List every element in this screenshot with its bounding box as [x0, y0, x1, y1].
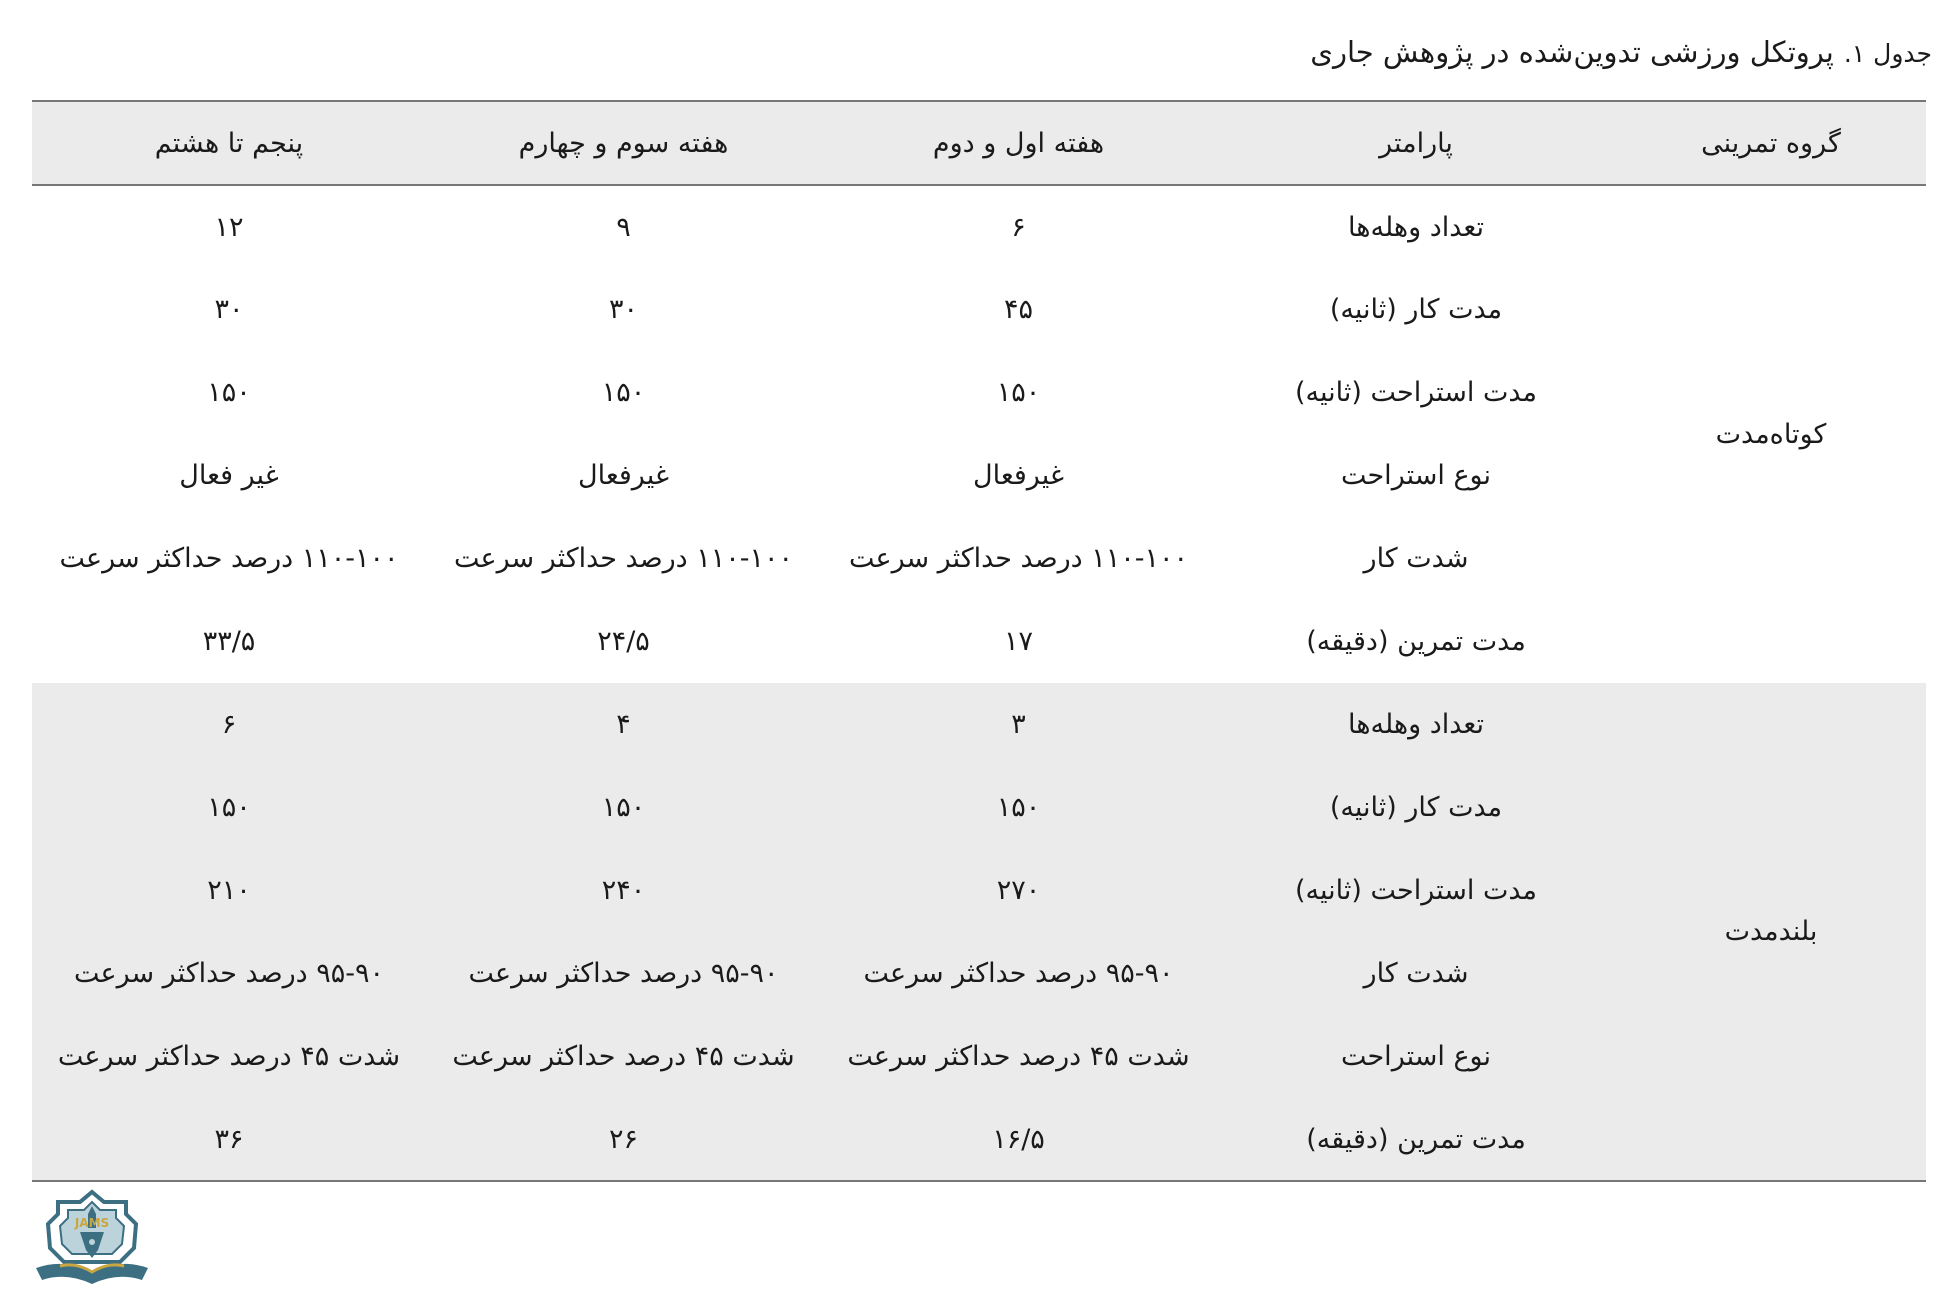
value-cell: شدت ۴۵ درصد حداکثر سرعت: [847, 1041, 1190, 1072]
logo-nib-hole: [89, 1239, 95, 1245]
header-group: گروه تمرینی: [1701, 127, 1841, 159]
value-cell: غیرفعال: [578, 460, 669, 491]
value-cell: ۲۴/۵: [597, 626, 650, 657]
param-cell: شدت کار: [1363, 543, 1469, 574]
logo-letters: JAMS: [74, 1216, 110, 1230]
value-cell: ۱۶/۵: [992, 1123, 1045, 1155]
value-cell: ۳۰: [608, 294, 638, 325]
long-term-section: [32, 683, 1926, 1181]
group-label-short-term: کوتاه‌مدت: [1715, 419, 1827, 450]
value-cell: شدت ۴۵ درصد حداکثر سرعت: [57, 1041, 401, 1072]
value-cell: ۲۷۰: [996, 875, 1041, 906]
value-cell: ۱۲: [214, 211, 244, 243]
logo-book: [36, 1264, 148, 1284]
value-cell: غیر فعال: [179, 460, 279, 491]
value-cell: ۱۵۰: [996, 792, 1041, 823]
param-cell: نوع استراحت: [1340, 1041, 1492, 1072]
value-cell: ۳۳/۵: [202, 626, 256, 657]
param-cell: مدت تمرین (دقیقه): [1306, 626, 1526, 657]
value-cell: شدت ۴۵ درصد حداکثر سرعت: [452, 1041, 795, 1072]
value-cell: ۱۵۰: [207, 377, 251, 408]
table-row: [32, 185, 1926, 268]
param-cell: شدت کار: [1363, 958, 1469, 989]
header-week-1-2: هفته اول و دوم: [932, 127, 1105, 159]
value-cell: غیرفعال: [973, 460, 1064, 491]
group-label-long-term: بلندمدت: [1724, 916, 1818, 947]
value-cell: ۱۷: [1003, 626, 1033, 657]
header-parameter: پارامتر: [1379, 127, 1453, 159]
table-row: [32, 683, 1926, 766]
value-cell: ۹۵-۹۰ درصد حداکثر سرعت: [468, 958, 779, 989]
value-cell: ۲۶: [608, 1123, 638, 1155]
value-cell: ۶: [1011, 211, 1026, 243]
protocol-table: [32, 100, 1926, 1182]
value-cell: ۳: [1011, 709, 1026, 740]
param-cell: مدت استراحت (ثانیه): [1294, 875, 1538, 906]
table-header: [32, 101, 1926, 185]
value-cell: ۹۵-۹۰ درصد حداکثر سرعت: [73, 958, 385, 989]
table-caption: [1310, 30, 1932, 76]
value-cell: ۱۱۰-۱۰۰ درصد حداکثر سرعت: [848, 543, 1189, 574]
value-cell: ۱۵۰: [996, 377, 1041, 408]
caption-label: جدول ۱.: [1843, 39, 1932, 68]
param-cell: مدت تمرین (دقیقه): [1306, 1123, 1526, 1155]
value-cell: ۱۵۰: [207, 792, 251, 823]
value-cell: ۶: [221, 709, 237, 740]
param-cell: نوع استراحت: [1340, 460, 1492, 491]
header-row: [32, 101, 1926, 185]
jams-logo-icon: [30, 1188, 154, 1288]
param-cell: مدت کار (ثانیه): [1329, 294, 1503, 325]
short-term-section: [32, 185, 1926, 683]
header-week-5-8: پنجم تا هشتم: [154, 127, 304, 159]
value-cell: ۹: [616, 211, 631, 243]
value-cell: ۱۱۰-۱۰۰ درصد حداکثر سرعت: [59, 543, 399, 574]
value-cell: ۱۵۰: [601, 792, 646, 823]
value-cell: ۴۵: [1003, 294, 1033, 325]
value-cell: ۱۱۰-۱۰۰ درصد حداکثر سرعت: [453, 543, 794, 574]
param-cell: مدت کار (ثانیه): [1329, 792, 1503, 823]
value-cell: ۴: [616, 709, 631, 740]
value-cell: ۳۰: [214, 294, 244, 325]
value-cell: ۲۱۰: [207, 875, 251, 906]
value-cell: ۹۵-۹۰ درصد حداکثر سرعت: [863, 958, 1174, 989]
value-cell: ۱۵۰: [601, 377, 646, 408]
header-week-3-4: هفته سوم و چهارم: [518, 127, 729, 159]
param-cell: مدت استراحت (ثانیه): [1294, 377, 1538, 408]
caption-title: پروتکل ورزشی تدوین‌شده در پژوهش جاری: [1310, 35, 1834, 69]
value-cell: ۲۴۰: [601, 875, 646, 906]
value-cell: ۳۶: [214, 1123, 244, 1155]
param-cell: تعداد وهله‌ها: [1348, 709, 1484, 740]
param-cell: تعداد وهله‌ها: [1348, 211, 1484, 243]
